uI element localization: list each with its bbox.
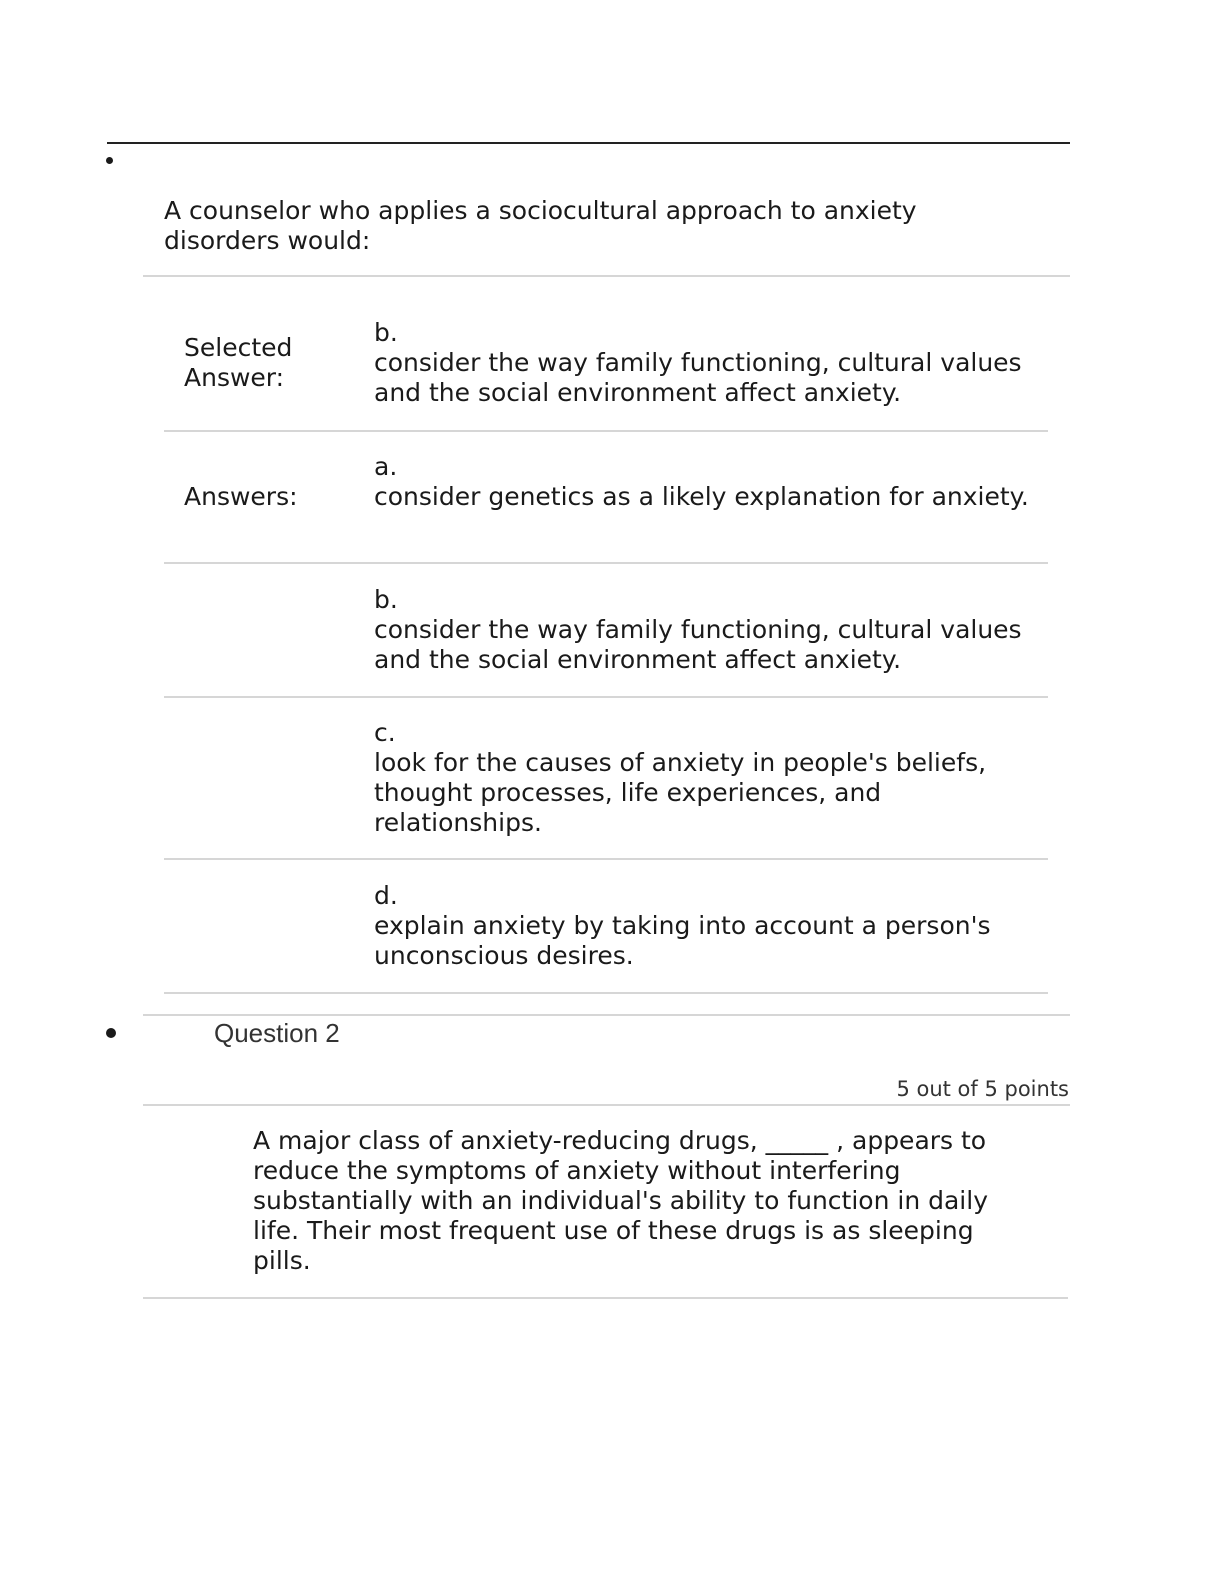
- answer-letter: a.: [374, 452, 398, 481]
- selected-answer: [374, 318, 1034, 408]
- answer-letter: b.: [374, 585, 398, 614]
- answer-text: look for the causes of anxiety in people's beliefs, thought processes, life experiences, and relationships.: [374, 748, 987, 837]
- answer-text: consider the way family functioning, cultural values and the social environment affect anxiety.: [374, 348, 1022, 407]
- question-1-text: A counselor who applies a sociocultural approach to anxiety disorders would:: [164, 196, 917, 255]
- answers-label: Answers:: [184, 482, 298, 511]
- answer-option-c: [374, 718, 1034, 838]
- divider: [143, 1297, 1068, 1299]
- answer-letter: b.: [374, 318, 398, 347]
- list-bullet: [106, 157, 113, 164]
- answer-letter: d.: [374, 881, 398, 910]
- question-2-text: A major class of anxiety-reducing drugs, _____ , appears to reduce the symptoms of anxiety without interfering substantially with an individual's ability to function in daily life. Their most frequent use of these drugs is as sleeping pills.: [253, 1126, 988, 1275]
- list-bullet: [106, 1028, 116, 1038]
- answer-text: consider genetics as a likely explanation for anxiety.: [374, 482, 1029, 511]
- divider: [164, 562, 1048, 564]
- answer-option-b: [374, 585, 1034, 675]
- divider: [143, 275, 1070, 277]
- answer-option-a: [374, 452, 1034, 512]
- answer-text: consider the way family functioning, cultural values and the social environment affect anxiety.: [374, 615, 1022, 674]
- divider: [164, 430, 1048, 432]
- answer-option-d: [374, 881, 1034, 971]
- selected-answer-label: Selected Answer:: [184, 333, 293, 392]
- answer-letter: c.: [374, 718, 396, 747]
- top-divider: [107, 142, 1070, 144]
- answer-text: explain anxiety by taking into account a person's unconscious desires.: [374, 911, 991, 970]
- divider: [143, 1104, 1070, 1106]
- divider: [164, 992, 1048, 994]
- question-2-points: 5 out of 5 points: [896, 1077, 1069, 1101]
- divider: [164, 858, 1048, 860]
- question-2-heading: Question 2: [214, 1018, 340, 1048]
- divider: [164, 696, 1048, 698]
